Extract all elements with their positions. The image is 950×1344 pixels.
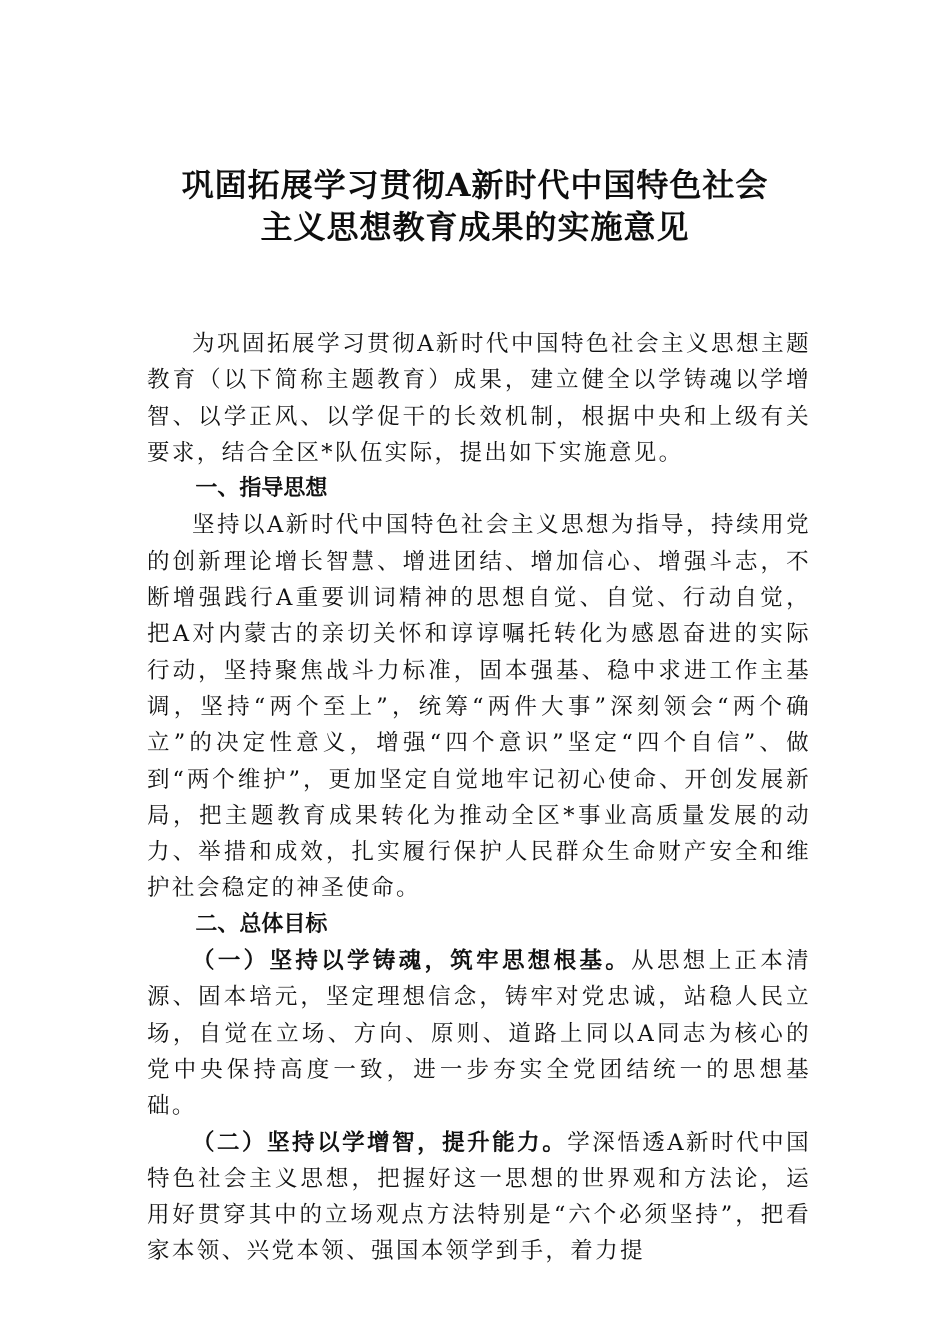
document-title-line-2: 主义思想教育成果的实施意见: [260, 208, 690, 246]
section-heading-guiding-thought: 一、指导思想: [195, 476, 328, 502]
goal-item-1-lead: （一）坚持以学铸魂，筑牢思想根基。: [192, 948, 632, 975]
section-heading-overall-goals: 二、总体目标: [195, 911, 328, 937]
document-title-line-1: 巩固拓展学习贯彻A新时代中国特色社会: [181, 166, 769, 204]
guiding-thought-paragraph: 坚持以A新时代中国特色社会主义思想为指导，持续用党的创新理论增长智慧、增进团结、增加信心、增强斗志，不断增强践行A重要训词精神的思想自觉、自觉、行动自觉，把A对内蒙古的亲切关怀和谆谆嘱托转化为感恩奋进的实际行动，坚持聚焦战斗力标准，固本强基、稳中求进工作主基调，坚持“两个至上”，统筹“两件大事”深刻领会“两个确立”的决定性意义，增强“四个意识”坚定“四个自信”、做到“两个维护”，更加坚定自觉地牢记初心使命、开创发展新局，把主题教育成果转化为推动全区*事业高质量发展的动力、举措和成效，扎实履行保护人民群众生命财产安全和维护社会稳定的神圣使命。: [147, 512, 811, 902]
goal-item-1: [147, 943, 811, 1124]
intro-paragraph: 为巩固拓展学习贯彻A新时代中国特色社会主义思想主题教育（以下简称主题教育）成果，建立健全以学铸魂以学增智、以学正风、以学促干的长效机制，根据中央和上级有关要求，结合全区*队伍实际，提出如下实施意见。: [147, 331, 811, 466]
document-body: [147, 326, 811, 1270]
goal-item-2-lead: （二）坚持以学增智，提升能力。: [192, 1129, 568, 1156]
goal-item-1-body: 从思想上正本清源、固本培元，坚定理想信念，铸牢对党忠诚，站稳人民立场，自觉在立场、方向、原则、道路上同以A同志为核心的党中央保持高度一致，进一步夯实全党团结统一的思想基础。: [147, 948, 811, 1120]
goal-item-2-body: 学深悟透A新时代中国特色社会主义思想，把握好这一思想的世界观和方法论，运用好贯穿其中的立场观点方法特别是“六个必须坚持”，把看家本领、兴党本领、强国本领学到手，着力提: [147, 1129, 811, 1265]
goal-item-2: [147, 1125, 811, 1270]
